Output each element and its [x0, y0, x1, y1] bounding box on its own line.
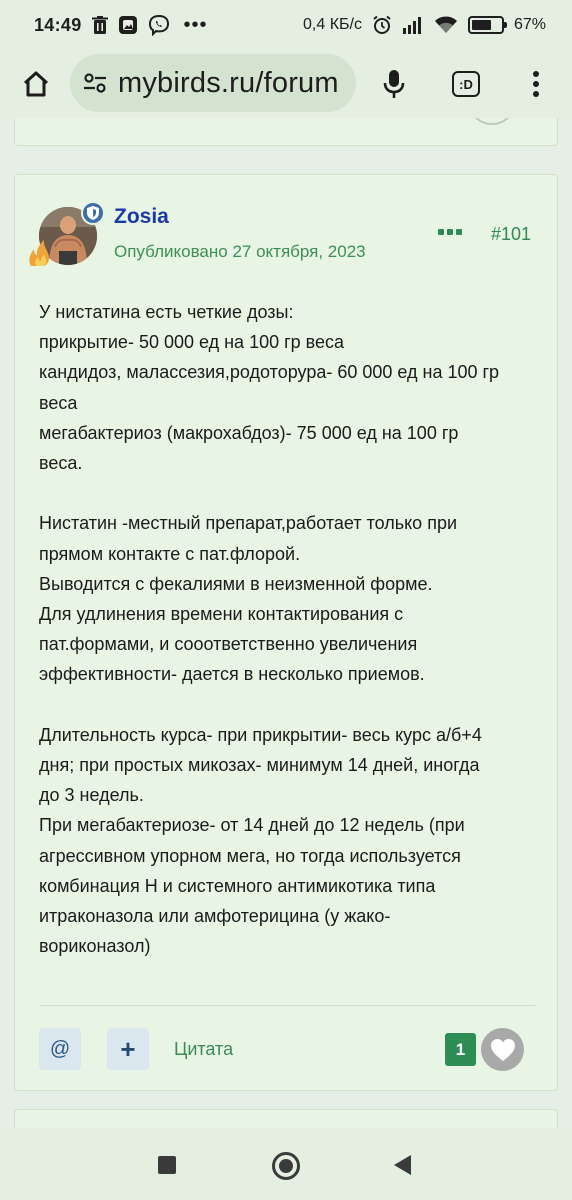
moderator-shield-icon	[81, 201, 105, 225]
post-body-line: агрессивном упорном мега, но тогда используется	[39, 845, 461, 866]
post-date[interactable]: Опубликовано 27 октября, 2023	[114, 242, 366, 261]
status-bar-right	[303, 15, 546, 35]
author-name[interactable]: Zosia	[114, 205, 169, 228]
gallery-icon	[118, 15, 138, 35]
post-body-line: У нистатина есть четкие дозы:	[39, 302, 294, 322]
post-body-line: прямом контакте с пат.флорой.	[39, 543, 301, 564]
post-body-line: вориконазол)	[39, 936, 151, 957]
post-body-line: до 3 недель.	[39, 785, 144, 806]
post-body-line: дня; при простых микозах- минимум 14 дней, иногда	[39, 755, 480, 776]
browser-toolbar	[0, 50, 572, 118]
post-body-line: Длительность курса- при прикрытии- весь курс а/б+4	[39, 724, 482, 745]
status-time: 14:49	[34, 14, 82, 35]
post-body-line: веса	[39, 392, 78, 413]
network-speed: 0,4 КБ/с	[303, 16, 362, 33]
previous-like-button-edge[interactable]	[471, 118, 513, 125]
post-body-line: мегабактериоз (макрохабдоз)- 75 000 ед на 100 гр	[39, 422, 459, 443]
post-number[interactable]: #101	[491, 224, 532, 244]
post-body-line: комбинация Н и системного антимикотика типа	[39, 875, 436, 896]
signal-icon	[402, 16, 424, 34]
post-body-line: веса.	[39, 453, 83, 474]
post-body-line: Для удлинения времени контактирования с	[39, 604, 404, 625]
forum-post	[14, 174, 558, 1091]
nav-home-icon[interactable]	[272, 1152, 300, 1180]
post-body	[39, 297, 539, 961]
post-options-icon[interactable]	[438, 229, 462, 235]
status-bar-left	[34, 14, 208, 37]
viber-icon	[148, 14, 170, 36]
post-body-line: кандидоз, малассезия,родоторура- 60 000 ед на 100 гр	[39, 362, 500, 383]
like-count[interactable]: 1	[445, 1033, 476, 1066]
like-button[interactable]	[481, 1028, 524, 1071]
mention-button[interactable]: @	[39, 1028, 81, 1070]
previous-post-card	[14, 118, 558, 146]
back-icon[interactable]	[394, 1155, 411, 1175]
battery-percent: 67%	[513, 16, 546, 33]
battery-fill	[472, 20, 491, 30]
microphone-icon[interactable]	[374, 64, 414, 104]
address-bar[interactable]	[70, 54, 356, 112]
next-post-card	[14, 1109, 558, 1128]
battery-icon	[468, 16, 504, 34]
alarm-icon	[372, 15, 392, 35]
status-overflow-dots: •••	[183, 13, 208, 36]
heart-icon	[490, 1038, 516, 1062]
trash-icon	[92, 16, 108, 34]
multiquote-button[interactable]: +	[107, 1028, 149, 1070]
post-body-line: пат.формами, и сооответственно увеличения	[39, 634, 418, 655]
tab-switcher-icon[interactable]	[446, 64, 486, 104]
wifi-icon	[434, 16, 458, 34]
quote-button[interactable]: Цитата	[174, 1039, 234, 1059]
rank-flame-icon	[27, 239, 53, 267]
home-icon[interactable]	[14, 62, 58, 106]
recent-apps-icon[interactable]	[158, 1156, 176, 1174]
post-body-blank-line	[39, 478, 539, 508]
post-body-line: итраконазола или амфотерицина (у жако-	[39, 906, 391, 927]
url-text[interactable]: mybirds.ru/forum	[118, 66, 339, 99]
post-body-line: Выводится с фекалиями в неизменной форме.	[39, 573, 433, 594]
system-nav-bar	[0, 1128, 572, 1200]
page-content	[0, 118, 572, 1128]
menu-icon[interactable]	[516, 64, 556, 104]
post-body-line: Нистатин -местный препарат,работает только при	[39, 513, 458, 534]
post-divider	[39, 1005, 535, 1006]
post-body-line: эффективности- дается в несколько приемов.	[39, 664, 425, 685]
tab-switcher-label: :D	[452, 71, 480, 97]
site-settings-icon[interactable]	[80, 68, 110, 98]
post-body-line: прикрытие- 50 000 ед на 100 гр веса	[39, 332, 345, 353]
post-body-blank-line	[39, 690, 539, 720]
status-bar	[0, 0, 572, 50]
post-body-line: При мегабактериозе- от 14 дней до 12 недель (при	[39, 815, 465, 836]
